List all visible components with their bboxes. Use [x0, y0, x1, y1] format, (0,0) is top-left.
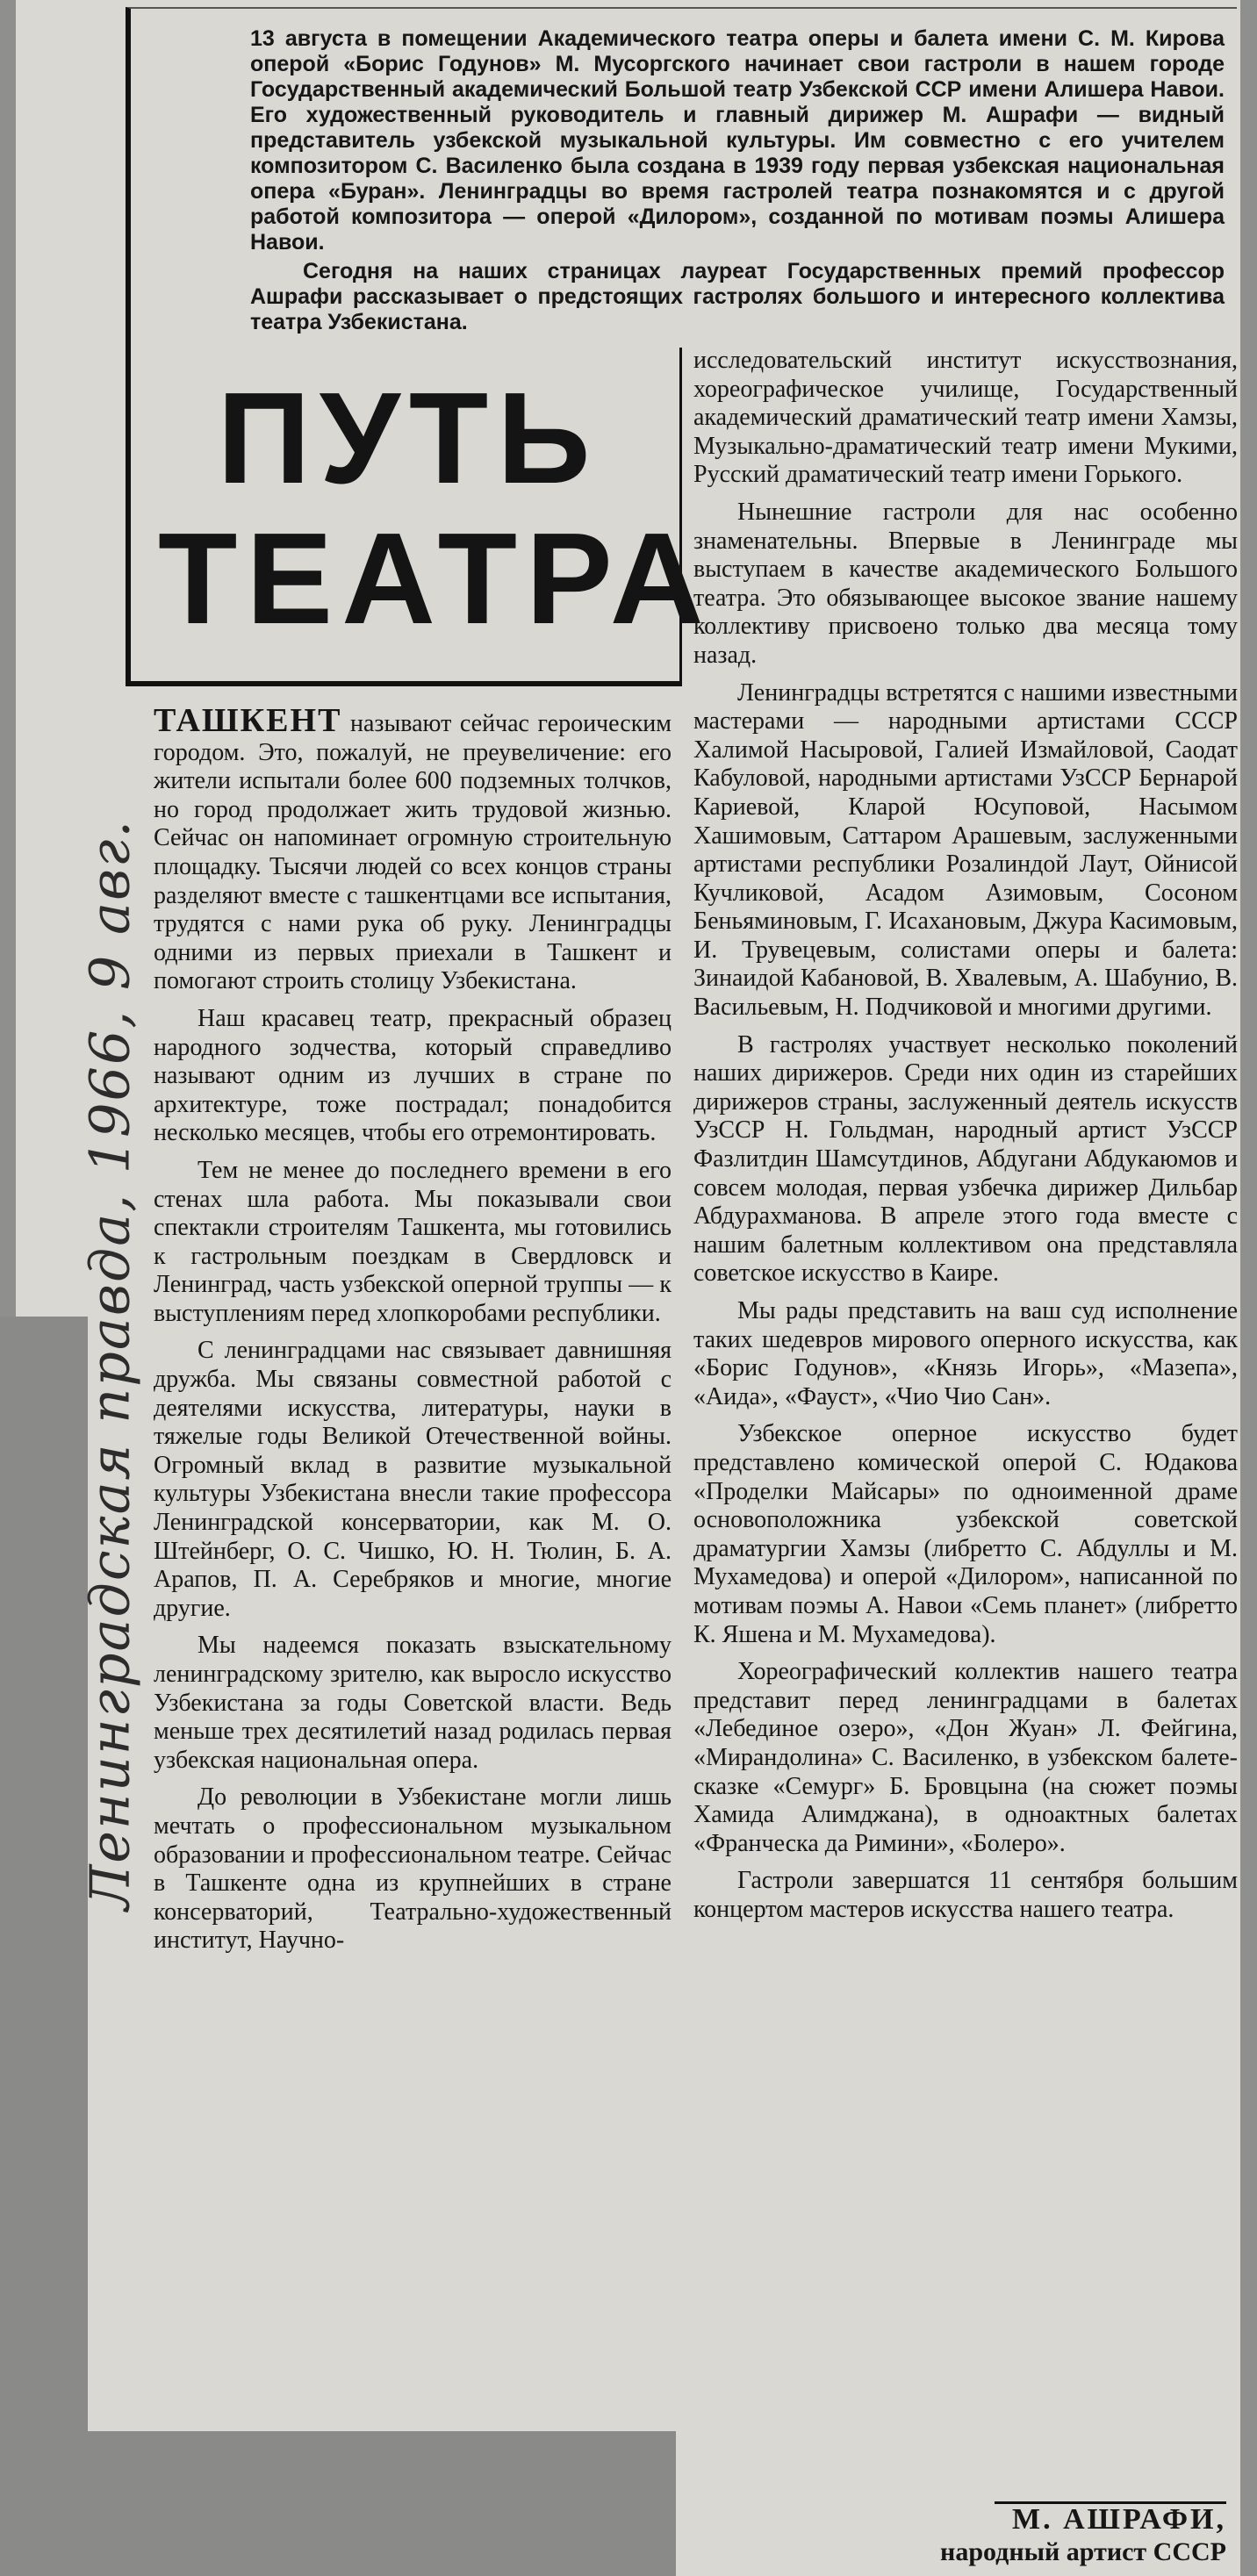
- article-paragraph: До революции в Узбекистане могли лишь мечтать о профессиональном музыкальном образовании и профессиональном театре. Сейчас в Ташкенте одна из крупнейших в стране консерваторий, Театрально-художественный институт, Научно-: [154, 1783, 672, 1955]
- article-paragraph: Мы рады представить на ваш суд исполнение таких шедевров мирового оперного искусства, как «Борис Годунов», «Князь Игорь», «Мазепа», «Аида», «Фауст», «Чио Чио Сан».: [693, 1297, 1238, 1410]
- headline: [158, 366, 713, 651]
- author-signature: [940, 2501, 1226, 2568]
- article-paragraph: Ленинградцы встретятся с нашими известными мастерами — народными артистами СССР Халимой Насыровой, Галией Измайловой, Саодат Кабуловой, народными артистами УзССР Бернарой Кариевой, Кларой Юсуповой, Насымом Хашимовым, Саттаром Арашевым, заслуженными артистами республики Розалиндой Лаут, Ойнисой Кучликовой, Асадом Азимовым, Сосоном Беньяминовым, Г. Исахановым, Джура Касимовым, И. Трувецевым, солистами оперы и балета: Зинаидой Кабановой, В. Хвалевым, А. Шабунио, В. Васильевым, Н. Подчиковой и многими другими.: [693, 678, 1238, 1022]
- article-paragraph: Нынешние гастроли для нас особенно знаменательны. Впервые в Ленинграде мы выступаем в качестве академического Большого театра. Это обязывающее высокое звание нашему коллективу присвоено только два месяца тому назад.: [693, 498, 1238, 669]
- article-column-right: [693, 347, 1238, 1933]
- article-paragraph: Тем не менее до последнего времени в его стенах шла работа. Мы показывали свои спектакли строителям Ташкента, мы готовились к гастрольным поездкам в Свердловск и Ленинград, часть узбекской оперной труппы — к выступлениям перед хлопкоробами республики.: [154, 1156, 672, 1327]
- headline-line: ТЕАТРА: [158, 506, 713, 651]
- article-paragraph: [154, 702, 672, 996]
- article-paragraph: исследовательский институт искусствознания, хореографическое училище, Государственный академический драматический театр имени Хамзы, Музыкально-драматический театр имени Мукими, Русский драматический театр имени Горького.: [693, 347, 1238, 489]
- intro-lead: [250, 26, 1225, 337]
- article-paragraph: Хореографический коллектив нашего театра представит перед ленинградцами в балетах «Лебединое озеро», «Дон Жуан» Л. Фейгина, «Мирандолина» С. Василенко, в узбекском балете-сказке «Семург» Б. Бровцына (на сюжет поэмы Хамида Алимджана), в одноактных балетах «Франческа да Римини», «Болеро».: [693, 1658, 1238, 1857]
- author-name: М. АШРАФИ,: [995, 2501, 1226, 2536]
- handwritten-source-note: Ленинградская правда, 1966, 9 авг.: [77, 818, 142, 1911]
- lead-word: ТАШКЕНТ: [154, 702, 342, 739]
- article-paragraph: С ленинградцами нас связывает давнишняя дружба. Мы связаны совместной работой с деятелями искусства, литературы, науки в тяжелые годы Великой Отечественной войны. Огромный вклад в развитие музыкальной культуры Узбекистана внесли такие профессора Ленинградской консерватории, как М. О. Штейнберг, О. С. Чишко, Ю. Н. Тюлин, Б. А. Арапов, П. А. Серебряков и многие, многие другие.: [154, 1337, 672, 1622]
- intro-paragraph: Сегодня на наших страницах лауреат Государственных премий профессор Ашрафи рассказывает о предстоящих гастролях большого и интересного коллектива театра Узбекистана.: [250, 259, 1225, 334]
- article-paragraph: Наш красавец театр, прекрасный образец народного зодчества, который справедливо называют одним из лучших в стране по архитектуре, тоже пострадал; понадобится несколько месяцев, чтобы его отремонтировать.: [154, 1004, 672, 1147]
- lead-text: называют сейчас героическим городом. Это, пожалуй, не преувеличение: его жители испытали более 600 подземных толчков, но город продолжает жить трудовой жизнью. Сейчас он напоминает огромную строительную площадку. Тысячи людей со всех концов страны разделяют вместе с ташкентцами все испытания, трудятся с нами рука об руку. Ленинградцы одними из первых приехали в Ташкент и помогают строить столицу Узбекистана.: [154, 710, 672, 995]
- background-mat-bottom: [0, 2431, 676, 2576]
- article-paragraph: Гастроли завершатся 11 сентября большим концертом мастеров искусства нашего театра.: [693, 1867, 1238, 1923]
- article-paragraph: В гастролях участвует несколько поколений наших дирижеров. Среди них один из старейших дирижеров страны, заслуженный деятель искусств УзССР Н. Гольдман, народный артист УзССР Фазлитдин Шамсутдинов, Абдугани Абдукаюмов и совсем молодая, первая узбечка дирижер Дильбар Абдурахманова. В апреле этого года вместе с нашим балетным коллективом она представляла советское искусство в Каире.: [693, 1030, 1238, 1288]
- article-paragraph: Мы надеемся показать взыскательному ленинградскому зрителю, как выросло искусство Узбекистана за годы Советской власти. Ведь меньше трех десятилетий назад родилась первая узбекская национальная опера.: [154, 1632, 672, 1774]
- article-paragraph: Узбекское оперное искусство будет представлено комической оперой С. Юдакова «Проделки Майсары» по одноименной драме основоположника узбекской советской драматургии Хамзы (либретто С. Абдуллы и М. Мухамедова) и оперой «Дилором», написанной по мотивам поэмы А. Навои «Семь планет» (либретто К. Яшена и М. Мухамедова).: [693, 1420, 1238, 1648]
- intro-paragraph: 13 августа в помещении Академического театра оперы и балета имени С. М. Кирова оперой «Борис Годунов» М. Мусоргского начинает свои гастроли в нашем городе Государственный академический Большой театр Узбекской ССР имени Алишера Навои. Его художественный руководитель и главный дирижер М. Ашрафи — видный представитель узбекской музыкальной культуры. Им совместно с его учителем композитором С. Василенко была создана в 1939 году первая узбекская национальная опера «Буран». Ленинградцы во время гастролей театра познакомятся и с другой работой композитора — оперой «Дилором», созданной по мотивам поэмы Алишера Навои.: [250, 26, 1225, 255]
- article-column-left: [154, 702, 672, 1964]
- headline-line: ПУТЬ: [217, 366, 600, 511]
- background-mat-left: [0, 1317, 88, 2576]
- author-title: народный артист СССР: [940, 2537, 1226, 2566]
